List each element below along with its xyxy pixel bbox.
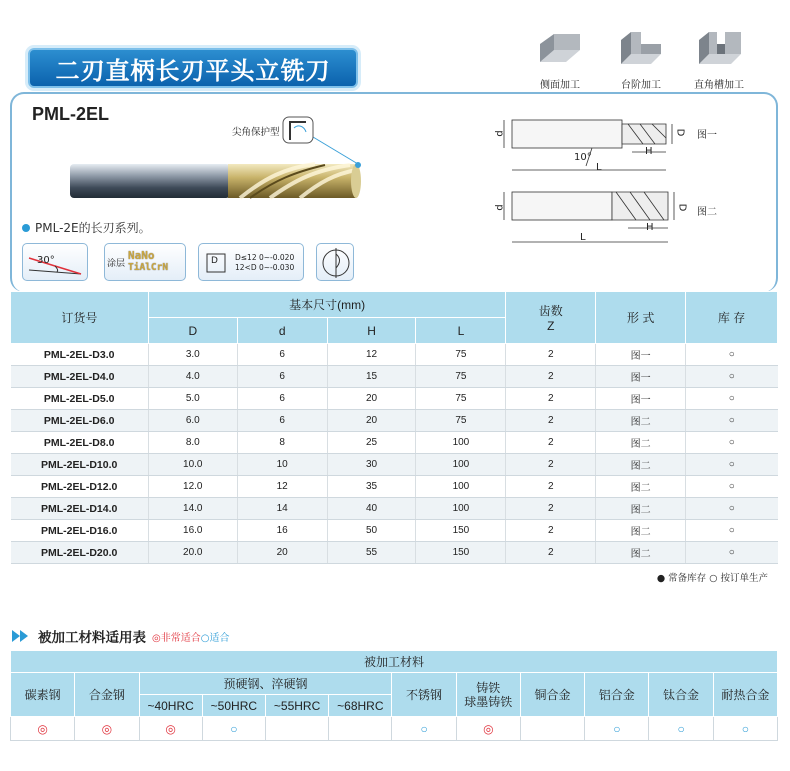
- material-col: 耐热合金: [713, 673, 777, 717]
- tolerance-d: D: [211, 256, 218, 266]
- material-col: 铝合金: [585, 673, 649, 717]
- cell-form: 图二: [596, 542, 686, 564]
- cell-teeth: 2: [506, 388, 596, 410]
- suitability-cell: [520, 717, 584, 741]
- cell-d: 6: [237, 410, 327, 432]
- cell-D: 3.0: [148, 344, 237, 366]
- cell-stock: ○: [686, 366, 778, 388]
- header-D: D: [148, 318, 237, 344]
- cell-D: 16.0: [148, 520, 237, 542]
- flat-end-icon: [317, 244, 355, 282]
- legend-suitable: ○适合: [200, 632, 230, 644]
- operation-step: [606, 32, 676, 91]
- cell-order-code: PML-2EL-D20.0: [11, 542, 149, 564]
- cell-d: 6: [237, 366, 327, 388]
- materials-title-bar: [12, 626, 229, 646]
- suitability-cell: ◎: [456, 717, 520, 741]
- dim-D-label: D: [676, 203, 688, 212]
- angle-label: 10°: [574, 152, 592, 163]
- materials-title: 被加工材料适用表: [38, 630, 146, 646]
- cell-d: 8: [237, 432, 327, 454]
- operation-label: 台阶加工: [621, 80, 661, 91]
- header-basic-dimensions: 基本尺寸(mm): [148, 292, 506, 318]
- material-col: 碳素钢: [11, 673, 75, 717]
- cell-d: 16: [237, 520, 327, 542]
- material-col: ~68HRC: [329, 695, 392, 717]
- cell-form: 图一: [596, 388, 686, 410]
- table-row: [11, 476, 778, 498]
- cell-stock: ○: [686, 476, 778, 498]
- dimension-drawings: [488, 108, 728, 258]
- material-col: 合金钢: [75, 673, 139, 717]
- cell-H: 55: [327, 542, 416, 564]
- corner-detail-icon: [282, 116, 314, 144]
- header-form: 形 式: [596, 292, 686, 344]
- cell-teeth: 2: [506, 432, 596, 454]
- suitability-cell: [265, 717, 328, 741]
- cell-form: 图二: [596, 476, 686, 498]
- header-L: L: [416, 318, 506, 344]
- cell-H: 15: [327, 366, 416, 388]
- end-shape-badge: [316, 243, 354, 281]
- spec-table: [10, 291, 778, 564]
- cell-stock: ○: [686, 344, 778, 366]
- cell-D: 8.0: [148, 432, 237, 454]
- cell-teeth: 2: [506, 344, 596, 366]
- legend-very-suitable: ◎非常适合: [152, 632, 201, 644]
- header-d: d: [237, 318, 327, 344]
- material-col: 铸铁 球墨铸铁: [456, 673, 520, 717]
- cell-order-code: PML-2EL-D5.0: [11, 388, 149, 410]
- operation-label: 侧面加工: [540, 80, 580, 91]
- cell-d: 6: [237, 388, 327, 410]
- cell-order-code: PML-2EL-D6.0: [11, 410, 149, 432]
- cell-order-code: PML-2EL-D16.0: [11, 520, 149, 542]
- coating-line2: TiAlCrN: [128, 262, 169, 273]
- series-description-text: PML-2E的长刃系列。: [35, 221, 151, 235]
- table-row: [11, 432, 778, 454]
- dim-L-label: L: [580, 232, 586, 243]
- operation-side: [525, 32, 595, 91]
- cell-L: 100: [416, 498, 506, 520]
- cell-order-code: PML-2EL-D4.0: [11, 366, 149, 388]
- cell-order-code: PML-2EL-D3.0: [11, 344, 149, 366]
- cell-d: 12: [237, 476, 327, 498]
- cell-stock: ○: [686, 520, 778, 542]
- table-row: [11, 410, 778, 432]
- suitability-cell: ◎: [11, 717, 75, 741]
- dim-d-label: d: [494, 130, 506, 137]
- bullet-icon: [22, 224, 30, 232]
- materials-legend: [152, 629, 229, 644]
- dim-d-label: d: [494, 204, 506, 211]
- suitability-cell: ○: [713, 717, 777, 741]
- cell-H: 20: [327, 410, 416, 432]
- header-teeth: 齿数 Z: [506, 292, 596, 344]
- cell-form: 图二: [596, 432, 686, 454]
- end-mill-illustration: [60, 118, 380, 208]
- material-col: ~55HRC: [265, 695, 328, 717]
- suitability-cell: ○: [649, 717, 713, 741]
- cell-stock: ○: [686, 410, 778, 432]
- cell-teeth: 2: [506, 542, 596, 564]
- cell-D: 12.0: [148, 476, 237, 498]
- tolerance-line2: 12<D 0~-0.030: [235, 263, 295, 272]
- cell-form: 图二: [596, 454, 686, 476]
- suitability-cell: ○: [392, 717, 456, 741]
- corner-protection-label: 尖角保护型: [232, 127, 280, 138]
- double-arrow-icon: [12, 630, 32, 642]
- header-H: H: [327, 318, 416, 344]
- material-col: 钛合金: [649, 673, 713, 717]
- operation-slot: [684, 32, 754, 91]
- cell-D: 6.0: [148, 410, 237, 432]
- cell-stock: ○: [686, 542, 778, 564]
- dim-L-label: L: [596, 162, 602, 173]
- cell-form: 图二: [596, 498, 686, 520]
- table-row: [11, 454, 778, 476]
- cell-teeth: 2: [506, 410, 596, 432]
- materials-table: [10, 650, 778, 741]
- cell-d: 10: [237, 454, 327, 476]
- helix-angle-value: 30°: [37, 255, 55, 266]
- side-milling-icon: [536, 32, 584, 72]
- cell-D: 10.0: [148, 454, 237, 476]
- suitability-cell: ○: [202, 717, 265, 741]
- cell-form: 图二: [596, 410, 686, 432]
- cell-order-code: PML-2EL-D8.0: [11, 432, 149, 454]
- cell-order-code: PML-2EL-D12.0: [11, 476, 149, 498]
- cell-d: 6: [237, 344, 327, 366]
- table-row: [11, 498, 778, 520]
- figure-one-label: 图一: [697, 130, 717, 141]
- cell-H: 50: [327, 520, 416, 542]
- cell-H: 12: [327, 344, 416, 366]
- material-col: 铜合金: [520, 673, 584, 717]
- cell-stock: ○: [686, 388, 778, 410]
- cell-H: 25: [327, 432, 416, 454]
- suitability-cell: ◎: [75, 717, 139, 741]
- cell-order-code: PML-2EL-D10.0: [11, 454, 149, 476]
- material-col: 不锈钢: [392, 673, 456, 717]
- cell-stock: ○: [686, 454, 778, 476]
- step-milling-icon: [617, 32, 665, 72]
- cell-teeth: 2: [506, 476, 596, 498]
- figure-two-label: 图二: [697, 207, 717, 218]
- cell-H: 30: [327, 454, 416, 476]
- cell-form: 图一: [596, 366, 686, 388]
- cell-D: 5.0: [148, 388, 237, 410]
- materials-header-top: 被加工材料: [11, 651, 778, 673]
- cell-teeth: 2: [506, 498, 596, 520]
- header-order-code: 订货号: [11, 292, 149, 344]
- coating-line1: NaNo: [128, 249, 155, 262]
- helix-angle-badge: [22, 243, 88, 281]
- cell-form: 图一: [596, 344, 686, 366]
- page-title: 二刃直柄长刃平头立铣刀: [28, 48, 358, 88]
- cell-L: 100: [416, 476, 506, 498]
- table-row: [11, 542, 778, 564]
- suitability-cell: [329, 717, 392, 741]
- cell-stock: ○: [686, 498, 778, 520]
- tolerance-badge: [198, 243, 304, 281]
- stock-legend: ● 常备库存 ○ 按订单生产: [656, 573, 768, 584]
- cell-D: 20.0: [148, 542, 237, 564]
- cell-L: 150: [416, 542, 506, 564]
- cell-order-code: PML-2EL-D14.0: [11, 498, 149, 520]
- table-row: [11, 344, 778, 366]
- cell-teeth: 2: [506, 454, 596, 476]
- cell-teeth: 2: [506, 520, 596, 542]
- cell-H: 20: [327, 388, 416, 410]
- dim-H-label: H: [646, 222, 654, 233]
- cell-d: 20: [237, 542, 327, 564]
- cell-stock: ○: [686, 432, 778, 454]
- dim-D-label: D: [674, 128, 686, 137]
- coating-tag: 涂层: [107, 258, 126, 269]
- material-col: ~50HRC: [202, 695, 265, 717]
- slot-milling-icon: [695, 32, 743, 72]
- suitability-cell: ◎: [139, 717, 202, 741]
- series-description: [22, 219, 151, 236]
- cell-L: 150: [416, 520, 506, 542]
- cell-L: 75: [416, 344, 506, 366]
- operation-label: 直角槽加工: [694, 80, 744, 91]
- cell-d: 14: [237, 498, 327, 520]
- cell-L: 100: [416, 432, 506, 454]
- header-stock: 库 存: [686, 292, 778, 344]
- material-col: ~40HRC: [139, 695, 202, 717]
- helix-angle-icon: [23, 244, 89, 282]
- table-row: [11, 366, 778, 388]
- suitability-cell: ○: [585, 717, 649, 741]
- tolerance-line1: D≤12 0~-0.020: [235, 253, 295, 262]
- table-row: [11, 520, 778, 542]
- cell-L: 100: [416, 454, 506, 476]
- cell-D: 4.0: [148, 366, 237, 388]
- cell-L: 75: [416, 366, 506, 388]
- cell-H: 35: [327, 476, 416, 498]
- hardened-steel-group: 预硬钢、淬硬钢: [139, 673, 392, 695]
- dim-H-label: H: [645, 146, 653, 157]
- cell-L: 75: [416, 388, 506, 410]
- coating-badge: [104, 243, 186, 281]
- cell-D: 14.0: [148, 498, 237, 520]
- cell-H: 40: [327, 498, 416, 520]
- cell-teeth: 2: [506, 366, 596, 388]
- cell-form: 图二: [596, 520, 686, 542]
- cell-L: 75: [416, 410, 506, 432]
- table-row: [11, 388, 778, 410]
- model-name: PML-2EL: [32, 104, 110, 124]
- materials-suitability-row: [11, 717, 778, 741]
